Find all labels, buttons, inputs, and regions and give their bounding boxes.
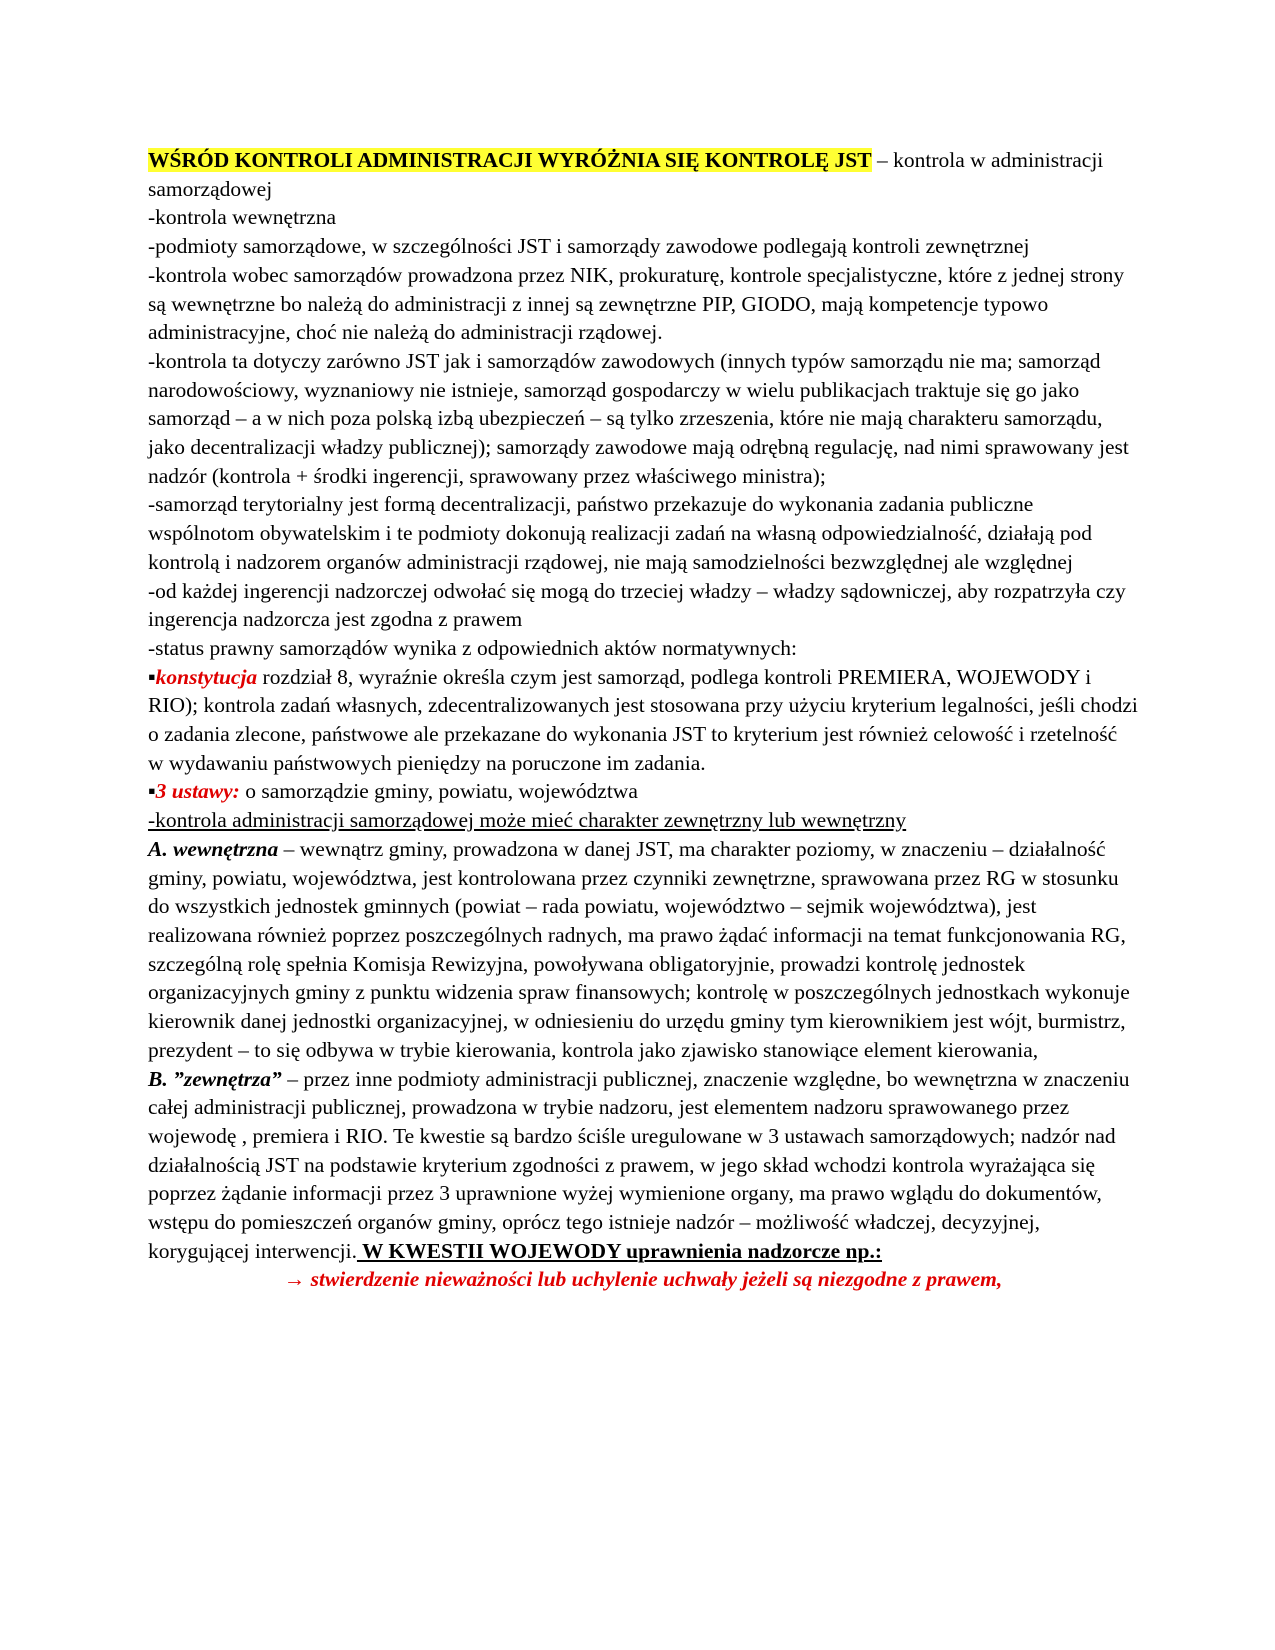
paragraph-status-prawny: -status prawny samorządów wynika z odpowiednich aktów normatywnych: [148,635,798,660]
paragraph-ingerencja: -od każdej ingerencji nadzorczej odwołać się mogą do trzeciej władzy – władzy sądowniczej, aby rozpatrzyła czy ingerencja nadzorcza jest zgodna z prawem [148,578,1126,632]
last-line: → stwierdzenie nieważności lub uchylenie uchwały jeżeli są niezgodne z prawem, [283,1267,1003,1292]
section-b-label: B. ”zewnętrza” [148,1066,282,1091]
bullet-marker: ▪ [148,664,156,689]
section-b-text: – przez inne podmioty administracji publicznej, znaczenie względne, bo wewnętrzna w znaczeniu całej administracji publicznej, prowadzona w trybie nadzoru, jest elementem nadzoru sprawowanego przez wojewodę , premiera i RIO. Te kwestie są bardzo ściśle uregulowane w 3 ustawach samorządowych; nadzór nad działalnością JST na podstawie kryterium zgodności z prawem, w jego skład wchodzi kontrola wyrażająca się poprzez żądanie informacji przez 3 uprawnione wyżej wymienione organy, ma prawo wglądu do dokumentów, wstępu do pomieszczeń organów gminy, oprócz tego istnieje nadzór – możliwość władczej, decyzyjnej, korygującej interwencji. [148,1066,1130,1263]
bullet-marker: ▪ [148,779,156,804]
paragraph-podmioty: -podmioty samorządowe, w szczególności JST i samorządy zawodowe podlegają kontroli zewnętrznej [148,234,1030,259]
bullet-text-ustawy: o samorządzie gminy, powiatu, województwa [239,779,638,804]
bullet-text-konstytucja: rozdział 8, wyraźnie określa czym jest samorząd, podlega kontroli PREMIERA, WOJEWODY i RIO); kontrola zadań własnych, zdecentralizowanych jest stosowana przy użyciu kryterium legalności, jeśli chodzi o zadania zlecone, państwowe ale przekazane do wykonania JST to kryterium jest również celowość i rzetelność w wydawaniu państwowych pieniędzy na poruczone im zadania. [148,664,1138,775]
bullet-ustawy [148,777,1138,806]
heading-paragraph [148,146,1138,203]
paragraph-kontrola-wewnetrzna: -kontrola wewnętrzna [148,205,337,230]
heading-rest: – kontrola w administracji samorządowej [148,148,1104,201]
highlighted-heading: WŚRÓD KONTROLI ADMINISTRACJI WYRÓŻNIA SIĘ KONTROLĘ JST [148,148,872,172]
section-a-label: A. wewnętrzna [148,836,279,861]
paragraph-kontrola-wobec: -kontrola wobec samorządów prowadzona przez NIK, prokuraturę, kontrole specjalistyczne, które z jednej strony są wewnętrzne bo należą do administracji z innej są zewnętrzne PIP, GIODO, mają kompetencje typowo administracyjne, choć nie należą do administracji rządowej. [148,262,1125,345]
underlined-line: -kontrola administracji samorządowej może mieć charakter zewnętrzny lub wewnętrzny [148,808,907,833]
bullet-term-konstytucja: konstytucja [155,664,258,689]
document-page [148,146,1138,1294]
section-b [148,1065,1138,1266]
section-a-text: – wewnątrz gminy, prowadzona w danej JST, ma charakter poziomy, w znaczeniu – działalność gminy, powiatu, województwa, jest kontrolowana przez czynniki zewnętrzne, sprawowana przez RG w stosunku do wszystkich jednostek gminnych (powiat – rada powiatu, województwo – sejmik województwa), jest realizowana również poprzez poszczególnych radnych, ma prawo żądać informacji na temat funkcjonowania RG, szczególną rolę spełnia Komisja Rewizyjna, powoływana obligatoryjnie, prowadzi kontrolę jednostek organizacyjnych gminy z punktu widzenia spraw finansowych; kontrolę w poszczególnych jednostkach wykonuje kierownik danej jednostki organizacyjnej, w odniesieniu do urzędu gminy tym kierownikiem jest wójt, burmistrz, prezydent – to się odbywa w trybie kierowania, kontrola jako zjawisko stanowiące element kierowania, [148,836,1130,1062]
bullet-konstytucja [148,663,1138,778]
paragraph-samorzad-terytorialny: -samorząd terytorialny jest formą decentralizacji, państwo przekazuje do wykonania zadania publiczne wspólnotom obywatelskim i te podmioty dokonują realizacji zadań na własną odpowiedzialność, działają pod kontrolą i nadzorem organów administracji rządowej, nie mają samodzielności bezwzględnej ale względnej [148,492,1092,574]
paragraph-kontrola-ta: -kontrola ta dotyczy zarówno JST jak i samorządów zawodowych (innych typów samorządu nie ma; samorząd narodowościowy, wyznaniowy nie istnieje, samorząd gospodarczy w wielu publikacjach traktuje się go jako samorząd – a w nich poza polską izbą ubezpieczeń – są tylko zrzeszenia, które nie mają charakteru samorządu, jako decentralizacji władzy publicznej); samorządy zawodowe mają odrębną regulację, nad nimi sprawowany jest nadzór (kontrola + środki ingerencji, sprawowany przez właściwego ministra); [148,348,1129,488]
bullet-term-ustawy: 3 ustawy: [155,779,240,804]
section-a [148,835,1138,1065]
section-b-bold-tail: W KWESTII WOJEWODY uprawnienia nadzorcze np.: [356,1238,883,1263]
